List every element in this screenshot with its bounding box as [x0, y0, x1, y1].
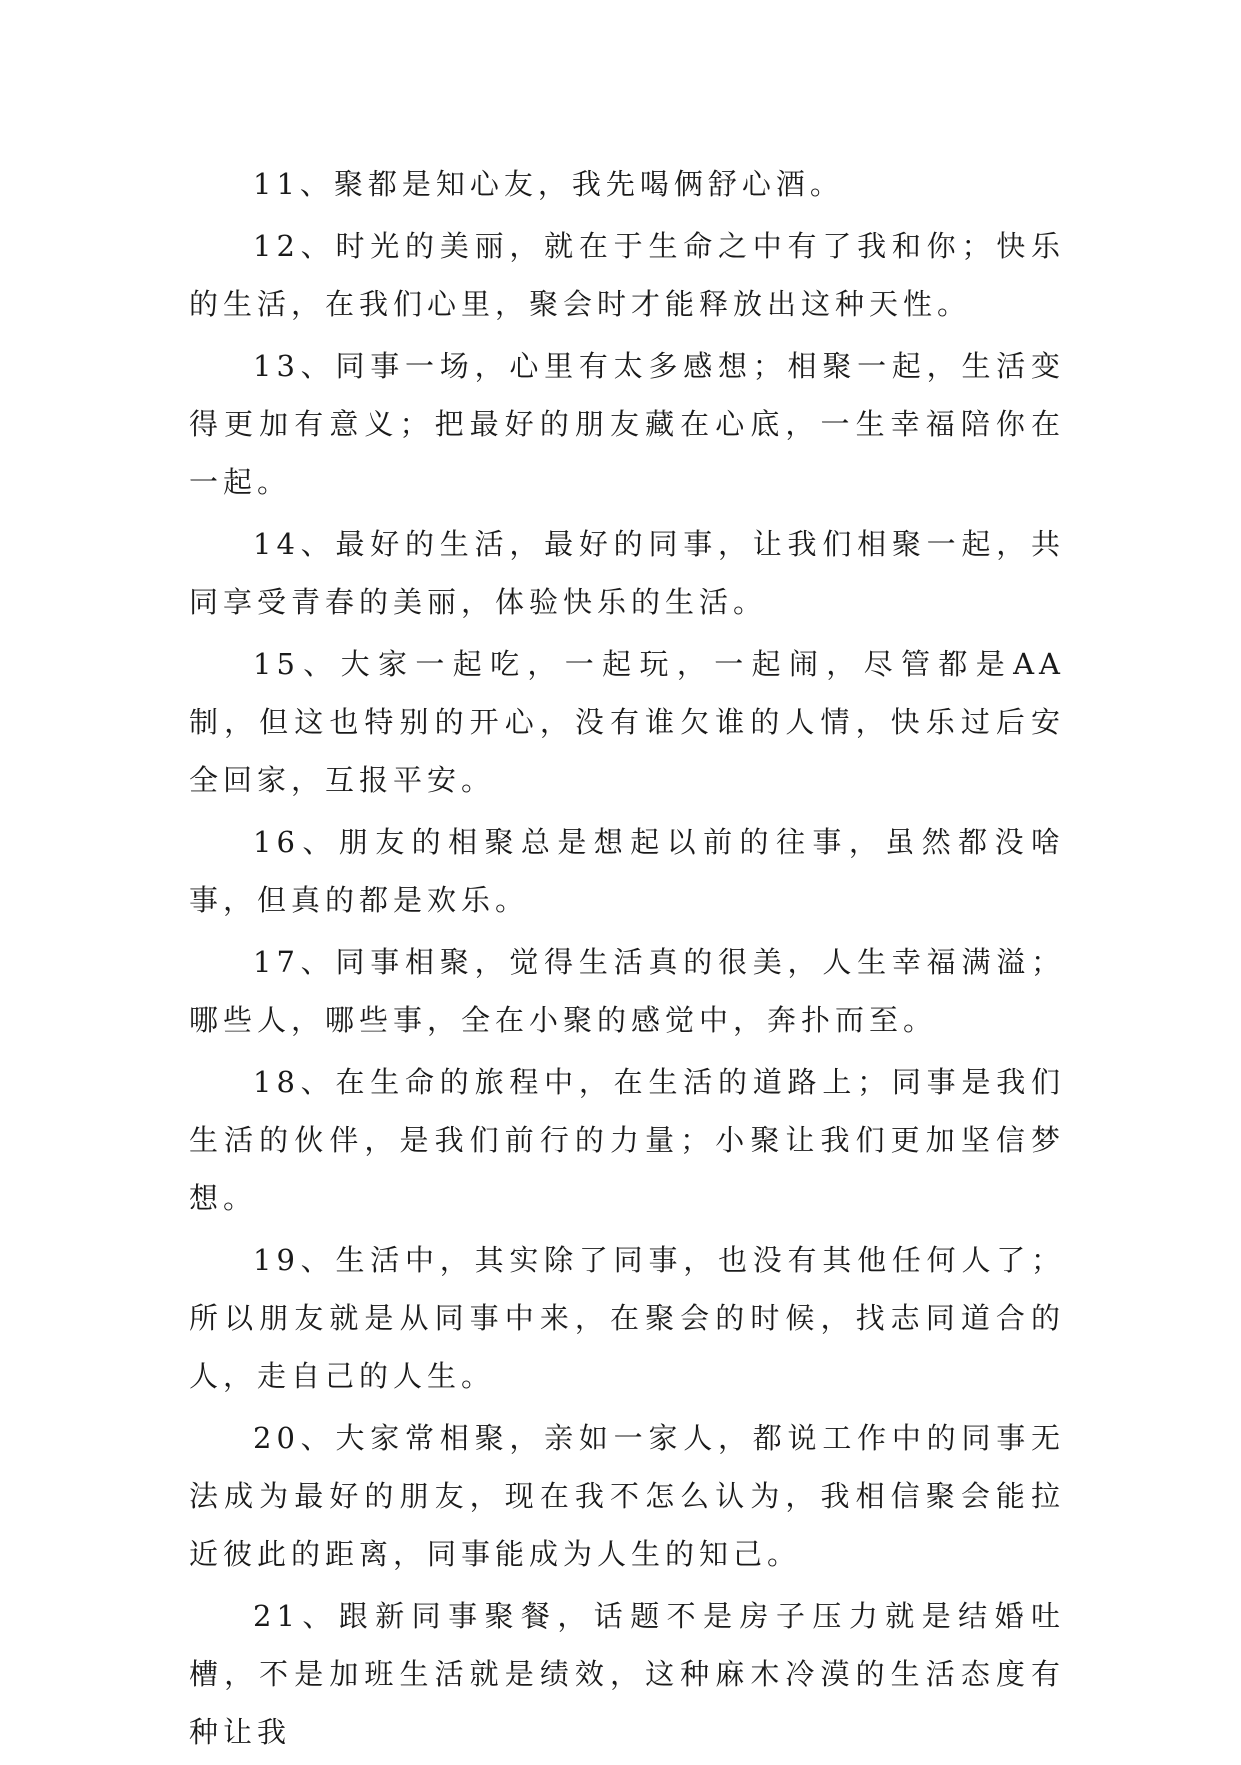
paragraph-11: 11、聚都是知心友，我先喝俩舒心酒。 [253, 167, 844, 201]
paragraph-15: 15、大家一起吃，一起玩，一起闹，尽管都是AA制，但这也特别的开心，没有谁欠谁的人情，快乐过后安全回家，互报平安。 [189, 647, 1065, 797]
paragraph-13: 13、同事一场，心里有太多感想；相聚一起，生活变得更加有意义；把最好的朋友藏在心底，一生幸福陪你在一起。 [189, 349, 1065, 499]
paragraph-16: 16、朋友的相聚总是想起以前的往事，虽然都没啥事，但真的都是欢乐。 [189, 825, 1065, 917]
paragraph-19: 19、生活中，其实除了同事，也没有其他任何人了；所以朋友就是从同事中来，在聚会的时候，找志同道合的人，走自己的人生。 [189, 1243, 1065, 1393]
paragraph-14: 14、最好的生活，最好的同事，让我们相聚一起，共同享受青春的美丽，体验快乐的生活。 [189, 527, 1065, 619]
paragraph-18: 18、在生命的旅程中，在生活的道路上；同事是我们生活的伙伴，是我们前行的力量；小聚让我们更加坚信梦想。 [189, 1065, 1065, 1215]
paragraph-17: 17、同事相聚，觉得生活真的很美，人生幸福满溢；哪些人，哪些事，全在小聚的感觉中，奔扑而至。 [189, 945, 1065, 1037]
paragraph-21: 21、跟新同事聚餐，话题不是房子压力就是结婚吐槽，不是加班生活就是绩效，这种麻木冷漠的生活态度有种让我 [189, 1599, 1065, 1749]
document-body [189, 155, 1065, 1765]
paragraph-12: 12、时光的美丽，就在于生命之中有了我和你；快乐的生活，在我们心里，聚会时才能释放出这种天性。 [189, 229, 1065, 321]
paragraph-20: 20、大家常相聚，亲如一家人，都说工作中的同事无法成为最好的朋友，现在我不怎么认为，我相信聚会能拉近彼此的距离，同事能成为人生的知己。 [189, 1421, 1065, 1571]
